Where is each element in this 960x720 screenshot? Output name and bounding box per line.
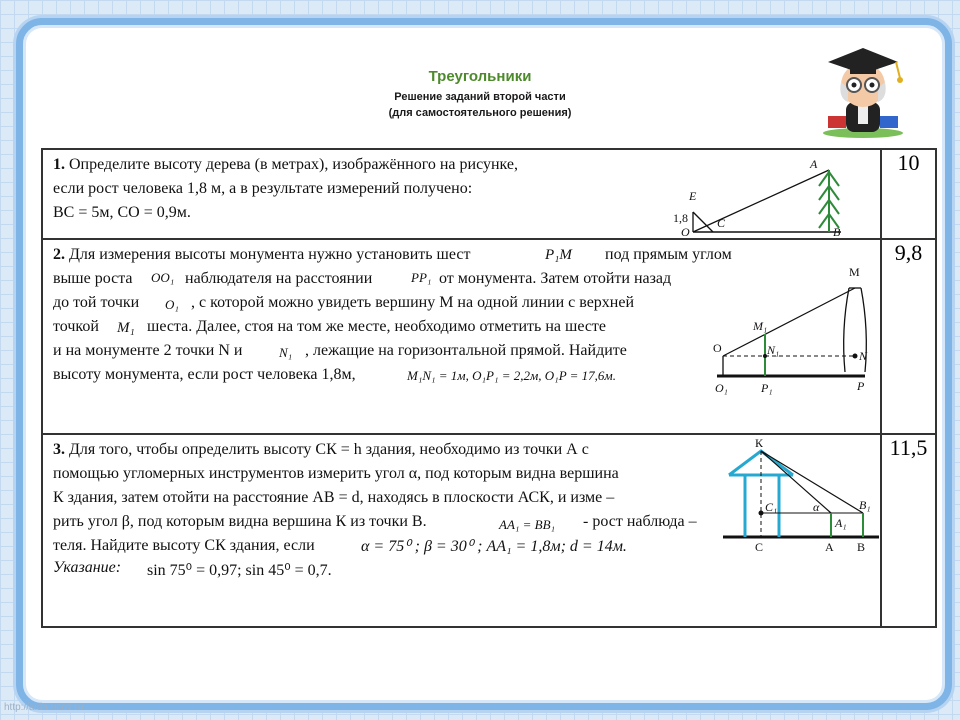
symbol-P1M: P₁M bbox=[545, 247, 572, 263]
task-2-answer: 9,8 bbox=[881, 239, 936, 434]
task-3-line-3: К здания, затем отойти на расстояние АВ = d, находясь в плоскости АСК, и изме – bbox=[53, 489, 615, 506]
task-2-number: 2. bbox=[53, 246, 65, 263]
task-3-line-4a: рить угол β, под которым видна вершина К из точки В. bbox=[53, 513, 427, 530]
label-A: А bbox=[825, 540, 834, 554]
task-3-answer: 11,5 bbox=[881, 434, 936, 627]
task-1-number: 1. bbox=[53, 156, 65, 173]
task-2-question bbox=[42, 239, 881, 434]
task-1-question bbox=[42, 149, 881, 239]
task-2-line-4a: точкой bbox=[53, 318, 99, 335]
label-B: B bbox=[833, 225, 841, 238]
label-B1: B₁ bbox=[859, 498, 871, 512]
task-row-1 bbox=[42, 149, 936, 239]
label-height: 1,8 bbox=[673, 211, 688, 225]
task-2-monument-diagram bbox=[709, 260, 877, 400]
label-P1: P₁ bbox=[761, 381, 773, 395]
task-1-tree-diagram bbox=[671, 154, 871, 238]
task-3-hint-label: Указание: bbox=[53, 559, 122, 576]
task-2-line-2b: наблюдателя на расстоянии bbox=[185, 270, 373, 287]
task-2-line-3a: до той точки bbox=[53, 294, 140, 311]
label-C: С bbox=[755, 540, 764, 554]
symbol-PP1: PP₁ bbox=[411, 270, 432, 285]
label-N1: N₁ bbox=[767, 343, 780, 357]
page-subtitle-note: (для самостоятельного решения) bbox=[388, 107, 572, 119]
label-A1: A₁ bbox=[835, 516, 847, 530]
label-M1: M₁ bbox=[753, 319, 768, 333]
label-O: O bbox=[681, 225, 690, 238]
label-K: К bbox=[755, 439, 764, 450]
task-3-line-1: 3. Для того, чтобы определить высоту СК = h здания, необходимо из точки А с bbox=[53, 441, 589, 458]
task-row-2 bbox=[42, 239, 936, 434]
watermark: http://aida.ucoz.ru bbox=[4, 702, 84, 713]
task-3-line-4b: - рост наблюда – bbox=[583, 513, 697, 530]
task-2-line-6: высоту монумента, если рост человека 1,8м, bbox=[53, 366, 356, 383]
task-2-line-4b: шеста. Далее, стоя на том же месте, необходимо отметить на шесте bbox=[147, 318, 607, 335]
page-subtitle: Решение заданий второй части bbox=[394, 91, 566, 103]
symbol-AA1-BB1: AA₁ = BB₁ bbox=[499, 517, 556, 532]
task-row-3 bbox=[42, 434, 936, 627]
task-1-line-3: ВС = 5м, СО = 0,9м. bbox=[53, 204, 191, 221]
tasks-table bbox=[41, 148, 937, 628]
symbol-OO1: OO₁ bbox=[151, 270, 175, 285]
label-C1: C₁ bbox=[765, 500, 778, 514]
task-1-line-1: 1. Определите высоту дерева (в метрах), изображённого на рисунке, bbox=[53, 156, 519, 173]
task-3-formula: α = 75⁰ ; β = 30⁰ ; AA₁ = 1,8м; d = 14м. bbox=[361, 538, 627, 555]
label-M: M bbox=[849, 265, 860, 279]
label-alpha: α bbox=[813, 500, 820, 514]
label-N: N bbox=[859, 349, 868, 363]
label-E: E bbox=[689, 189, 697, 203]
symbol-O1: O₁ bbox=[165, 297, 179, 312]
task-3-line-5: теля. Найдите высоту СК здания, если bbox=[53, 537, 315, 554]
task-3-line-2: помощью угломерных инструментов измерить угол α, под которым видна вершина bbox=[53, 465, 619, 482]
task-3-question bbox=[42, 434, 881, 627]
task-2-line-1b: под прямым углом bbox=[605, 246, 732, 263]
task-3-hint-formula: sin 75⁰ = 0,97; sin 45⁰ = 0,7. bbox=[147, 562, 332, 579]
tree-icon bbox=[819, 170, 839, 232]
task-1-answer: 10 bbox=[881, 149, 936, 239]
label-A: A bbox=[810, 157, 818, 171]
task-2-line-3b: , с которой можно увидеть вершину М на одной линии с верхней bbox=[191, 294, 635, 311]
task-2-line-2c: от монумента. Затем отойти назад bbox=[439, 270, 672, 287]
label-B: В bbox=[857, 540, 866, 554]
task-1-line-2: если рост человека 1,8 м, а в результате измерений получено: bbox=[53, 180, 473, 197]
label-O: O bbox=[713, 341, 722, 355]
page-title: Треугольники bbox=[428, 68, 532, 85]
task-2-line-2a: выше роста bbox=[53, 270, 133, 287]
label-C: C bbox=[717, 216, 726, 230]
label-P: P bbox=[857, 379, 865, 393]
symbol-M1: M₁ bbox=[117, 320, 135, 336]
task-2-line-5a: и на монументе 2 точки N и bbox=[53, 342, 243, 359]
task-2-line-1a: 2. Для измерения высоты монумента нужно установить шест bbox=[53, 246, 471, 263]
task-3-building-diagram bbox=[723, 439, 879, 559]
symbol-N1: N₁ bbox=[279, 345, 293, 360]
professor-mascot-icon bbox=[808, 40, 918, 140]
task-2-line-5b: , лежащие на горизонтальной прямой. Найдите bbox=[305, 342, 627, 359]
task-2-formula: M₁N₁ = 1м, O₁P₁ = 2,2м, O₁P = 17,6м. bbox=[407, 368, 616, 383]
label-O1: O₁ bbox=[715, 381, 728, 395]
task-3-number: 3. bbox=[53, 441, 65, 458]
